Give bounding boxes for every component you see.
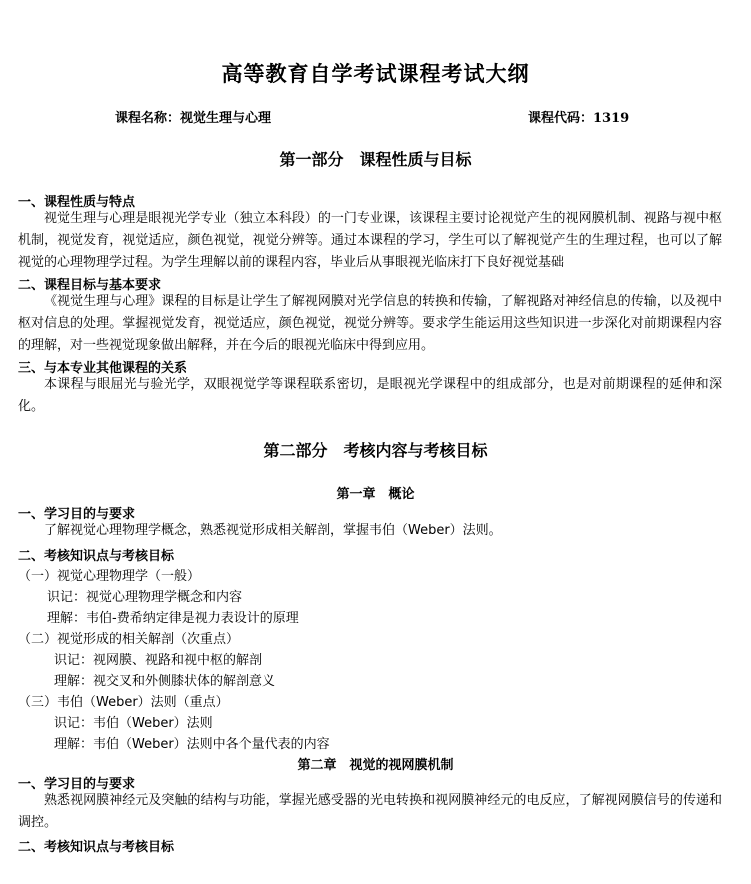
chapter2-section2-title: 二、考核知识点与考核目标 bbox=[18, 840, 175, 855]
chapter1-title: 第一章 概论 bbox=[336, 487, 415, 502]
part1-section1-title: 一、课程性质与特点 bbox=[18, 195, 136, 210]
part1-section3-text: 本课程与眼屈光与验光学，双眼视觉学等课程联系密切，是眼视光学课程中的组成部分，也是对前期课程的延伸和深化。 bbox=[18, 377, 722, 414]
knowledge-point-1-memorize: 识记：视觉心理物理学概念和内容 bbox=[47, 590, 243, 605]
part1-section2-text: 《视觉生理与心理》课程的目标是让学生了解视网膜对光学信息的转换和传输，了解视路对神经信息的传输，以及视中枢对信息的处理。掌握视觉发育，视觉适应，颜色视觉，视觉分辨等。要求学生能运用这些知识进一步深化对前期课程内容的理解，对一些视觉现象做出解释，并在今后的眼视光临床中得到应用。 bbox=[18, 294, 722, 353]
chapter1-section1-title: 一、学习目的与要求 bbox=[18, 507, 136, 522]
knowledge-point-1: （一）视觉心理物理学（一般） bbox=[18, 569, 201, 584]
chapter1-section2-title: 二、考核知识点与考核目标 bbox=[18, 549, 175, 564]
knowledge-point-2-understand: 理解：视交叉和外侧膝状体的解剖意义 bbox=[54, 674, 276, 689]
knowledge-point-2: （二）视觉形成的相关解剖（次重点） bbox=[18, 632, 240, 647]
knowledge-point-3: （三）韦伯（Weber）法则（重点） bbox=[18, 695, 229, 710]
knowledge-point-2-memorize: 识记：视网膜、视路和视中枢的解剖 bbox=[54, 653, 263, 668]
chapter1-section1-text: 了解视觉心理物理学概念，熟悉视觉形成相关解剖，掌握韦伯（Weber）法则。 bbox=[44, 523, 502, 538]
knowledge-point-1-understand: 理解：韦伯-费希纳定律是视力表设计的原理 bbox=[47, 611, 299, 626]
part1-heading: 第一部分 课程性质与目标 bbox=[279, 150, 472, 169]
document-title: 高等教育自学考试课程考试大纲 bbox=[221, 61, 530, 86]
part1-section2-title: 二、课程目标与基本要求 bbox=[18, 278, 162, 293]
knowledge-point-3-memorize: 识记：韦伯（Weber）法则 bbox=[54, 716, 213, 731]
knowledge-point-3-understand: 理解：韦伯（Weber）法则中各个量代表的内容 bbox=[54, 737, 330, 752]
course-code: 课程代码：1319 bbox=[528, 111, 630, 126]
part1-section3-title: 三、与本专业其他课程的关系 bbox=[18, 361, 188, 376]
part1-section1-text: 视觉生理与心理是眼视光学专业（独立本科段）的一门专业课，该课程主要讨论视觉产生的视网膜机制、视路与视中枢机制，视觉发育，视觉适应，颜色视觉，视觉分辨等。通过本课程的学习，学生可以了解视觉产生的生理过程，也可以了解视觉的心理物理学过程。为学生理解以前的课程内容，毕业后从事眼视光临床打下良好视觉基础 bbox=[18, 211, 722, 270]
chapter2-title: 第二章 视觉的视网膜机制 bbox=[297, 758, 454, 773]
chapter2-section1-title: 一、学习目的与要求 bbox=[18, 777, 136, 792]
part2-heading: 第二部分 考核内容与考核目标 bbox=[263, 441, 488, 460]
chapter2-section1-text: 熟悉视网膜神经元及突触的结构与功能，掌握光感受器的光电转换和视网膜神经元的电反应，了解视网膜信号的传递和调控。 bbox=[18, 793, 722, 830]
course-name: 课程名称：视觉生理与心理 bbox=[115, 111, 272, 126]
